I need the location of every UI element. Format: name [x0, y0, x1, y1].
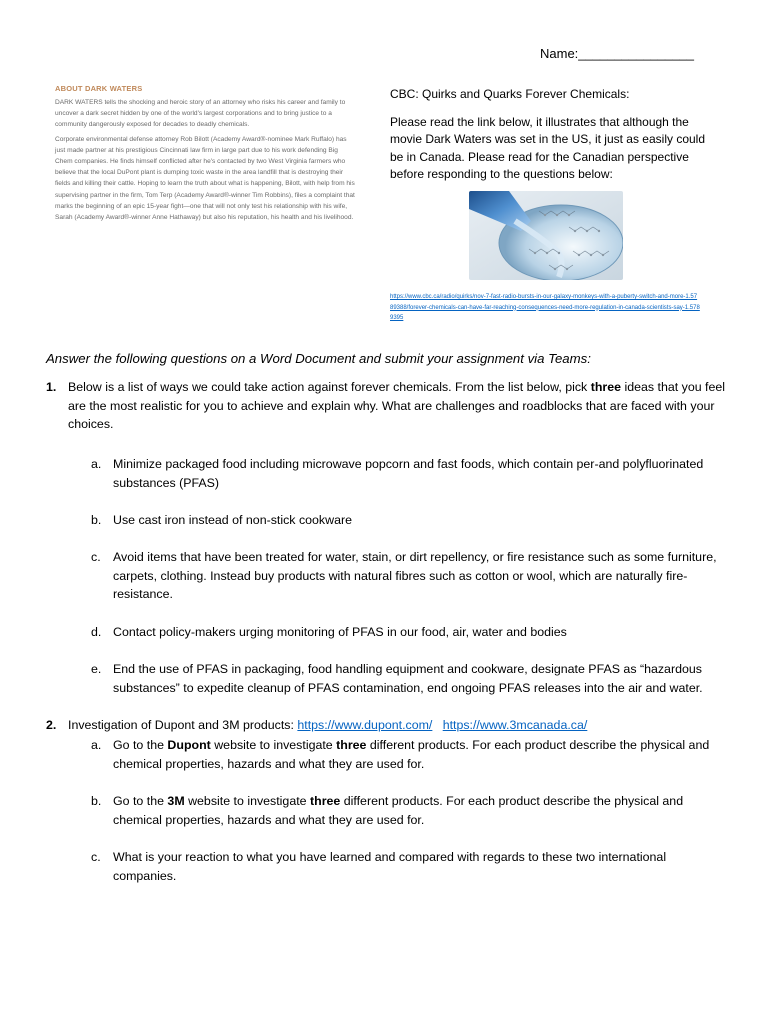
option-text: End the use of PFAS in packaging, food handling equipment and cookware, designate PFAS as “hazardous substances” to expedite cleanup of PFAS contamination, end ongoing PFAS releases into the air and water. — [113, 662, 703, 695]
question-number: 2. — [46, 718, 57, 732]
question-text-part: ideas that you feel are the most realistic for you to achieve and explain why. What are challenges and roadblocks that are faced with your choices. — [68, 380, 726, 431]
about-title: ABOUT DARK WATERS — [55, 84, 143, 93]
about-paragraph-2: Corporate environmental defense attorney Rob Bilott (Academy Award®-nominee Mark Ruffalo) has just made partner at his prestigious Cincinnati law firm in large part due to his work defending Big Chem companies. He finds himself conflicted after he's contacted by two West Virginia farmers who believe that the local DuPont plant is dumping toxic waste in the area landfill that is destroying their fields and killing their cattle. Hoping to learn the truth about what is happening, Bilott, with help from his supervising partner in the firm, Tom Terp (Academy Award®-winner Tim Robbins), files a complaint that marks the beginning of an epic 15-year fight—one that will not only test his relationship with his wife, Sarah (Academy Award®-winner Anne Hathaway) but also his reputation, his health and his livelihood. — [55, 135, 355, 222]
about-dark-waters-panel — [55, 84, 355, 226]
option-2a — [91, 736, 721, 773]
cbc-article-link[interactable]: https://www.cbc.ca/radio/quirks/nov-7-fast-radio-bursts-in-our-galaxy-monkeys-with-a-puberty-switch-and-more-1.5789388/forever-chemicals-can-have-far-reaching-consequences-need-more-regulation-in-canada-scientists-say-1.5789395 — [390, 294, 700, 321]
option-text-bold: three — [310, 794, 341, 808]
option-text: What is your reaction to what you have learned and compared with regards to these two international companies. — [113, 850, 667, 883]
question-text — [68, 378, 726, 434]
question-text-part: Below is a list of ways we could take action against forever chemicals. From the list below, pick — [68, 380, 591, 394]
question-text-part: Investigation of Dupont and 3M products: — [68, 718, 298, 732]
water-bottle-chemicals-image — [469, 191, 623, 280]
option-b — [91, 511, 721, 530]
question-text — [68, 716, 726, 735]
option-2b — [91, 792, 721, 829]
3m-canada-link[interactable]: https://www.3mcanada.ca/ — [442, 718, 588, 732]
option-text-part: different products. For each product describe the physical and chemical properties, hazards and what they are used for. — [113, 794, 684, 827]
option-c — [91, 548, 721, 604]
question-text-bold: three — [590, 380, 622, 394]
option-text: Use cast iron instead of non-stick cookware — [113, 513, 352, 527]
option-text-bold: three — [336, 738, 367, 752]
option-text-part: website to investigate — [210, 738, 337, 752]
option-letter: a. — [91, 457, 102, 471]
cbc-section — [390, 86, 710, 184]
option-letter: c. — [91, 550, 101, 564]
question-2 — [46, 716, 726, 735]
option-letter: b. — [91, 513, 102, 527]
about-paragraph-1: DARK WATERS tells the shocking and heroic story of an attorney who risks his career and family to uncover a dark secret hidden by one of the world's largest corporations and to bring justice to a community dangerously exposed for decades to deadly chemicals. — [55, 99, 346, 129]
option-text-part: Go to the — [113, 738, 168, 752]
option-2c — [91, 848, 721, 885]
dupont-link[interactable]: https://www.dupont.com/ — [297, 718, 433, 732]
instructions: Answer the following questions on a Word Document and submit your assignment via Teams: — [46, 351, 591, 366]
option-text-part: website to investigate — [184, 794, 310, 808]
option-text: Avoid items that have been treated for water, stain, or dirt repellency, or fire resistance such as some furniture, carpets, clothing. Instead buy products with natural fibres such as cotton or wool, which are naturally fire-resistance. — [113, 550, 717, 601]
option-e — [91, 660, 721, 697]
cbc-title: CBC: Quirks and Quarks Forever Chemicals: — [390, 87, 630, 101]
option-a — [91, 455, 721, 492]
question-number: 1. — [46, 380, 57, 394]
option-text-part: different products. For each product describe the physical and chemical properties, hazards and what they are used for. — [113, 738, 710, 771]
option-text: Minimize packaged food including microwave popcorn and fast foods, which contain per-and polyfluorinated substances (PFAS) — [113, 457, 704, 490]
option-letter: b. — [91, 794, 102, 808]
option-letter: e. — [91, 662, 102, 676]
option-text-bold: 3M — [167, 794, 185, 808]
option-text — [113, 792, 721, 829]
option-d — [91, 623, 721, 642]
option-text: Contact policy-makers urging monitoring of PFAS in our food, air, water and bodies — [113, 625, 567, 639]
option-text-part: Go to the — [113, 794, 168, 808]
option-text-bold: Dupont — [167, 738, 211, 752]
option-text — [113, 736, 721, 773]
question-1 — [46, 378, 726, 434]
option-letter: a. — [91, 738, 102, 752]
name-field[interactable]: Name:________________ — [540, 46, 694, 61]
cbc-body: Please read the link below, it illustrates that although the movie Dark Waters was set in the US, it just as easily could be in Canada. Please read for the Canadian perspective before responding to the questions below: — [390, 114, 705, 181]
option-letter: d. — [91, 625, 102, 639]
option-letter: c. — [91, 850, 101, 864]
